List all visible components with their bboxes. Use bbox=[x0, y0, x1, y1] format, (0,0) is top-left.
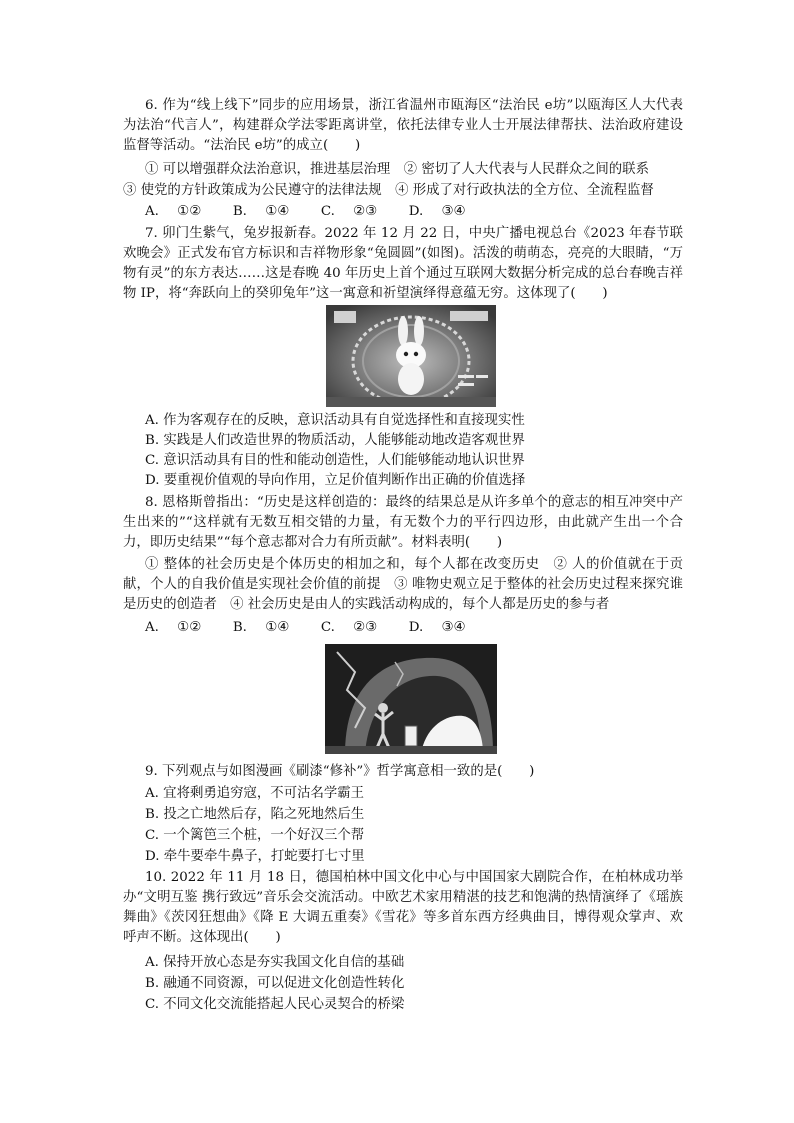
q9-option-d: D. 牵牛要牵牛鼻子，打蛇要打七寸里 bbox=[145, 849, 365, 864]
q7-option-a: A. 作为客观存在的反映，意识活动具有自觉选择性和直接现实性 bbox=[145, 413, 525, 428]
q8-statements: ① 整体的社会历史是个体历史的相加之和，每个人都在改变历史 ② 人的价值就在于贡献，个人的自我价值是实现社会价值的前提 ③ 唯物史观立足于整体的社会历史过程来探究谁是历史的创造者 ④ 社会历史是由人的实践活动构成的，每个人都是历史的参与者 bbox=[123, 557, 683, 612]
q9-option-b: B. 投之亡地然后存，陷之死地然后生 bbox=[145, 807, 365, 822]
q6-statement-3-4: ③ 使党的方针政策成为公民遵守的法律法规 ④ 形成了对行政执法的全方位、全流程监督 bbox=[123, 183, 654, 198]
q9-option-c: C. 一个篱笆三个桩，一个好汉三个帮 bbox=[145, 828, 365, 843]
rabbit-mascot-illustration bbox=[326, 305, 496, 407]
q10-option-b: B. 融通不同资源，可以促进文化创造性转化 bbox=[145, 976, 405, 991]
q10-option-c: C. 不同文化交流能搭起人民心灵契合的桥梁 bbox=[145, 997, 405, 1012]
q6-choices: A. ①② B. ①④ C. ②③ D. ③④ bbox=[145, 204, 466, 219]
q6-stem: 6. 作为“线上线下”同步的应用场景，浙江省温州市瓯海区“法治民 e坊”以瓯海区人大代表为法治“代言人”，构建群众学法零距离讲堂，依托法律专业人士开展法律帮扶、法治政府建设监督等活动。“法治民 e坊”的成立( ) bbox=[123, 98, 683, 153]
q8-stem: 8. 恩格斯曾指出：“历史是这样创造的：最终的结果总是从许多单个的意志的相互冲突中产生出来的”“这样就有无数互相交错的力量，有无数个力的平行四边形，由此就产生出一个合力，即历史结果”“每个意志都对合力有所贡献”。材料表明( ) bbox=[123, 495, 683, 550]
q9-option-a: A. 宜将剩勇追穷寇，不可沽名学霸王 bbox=[145, 786, 365, 801]
q7-option-c: C. 意识活动具有目的性和能动创造性，人们能够能动地认识世界 bbox=[145, 453, 525, 468]
q7-option-d: D. 要重视价值观的导向作用，立足价值判断作出正确的价值选择 bbox=[145, 473, 526, 488]
q9-stem: 9. 下列观点与如图漫画《刷漆“修补”》哲学寓意相一致的是( ) bbox=[145, 764, 535, 779]
q7-option-b: B. 实践是人们改造世界的物质活动，人能够能动地改造客观世界 bbox=[145, 433, 525, 448]
q8-choices: A. ①② B. ①④ C. ②③ D. ③④ bbox=[145, 620, 466, 635]
cartoon-paint-repair-illustration bbox=[325, 644, 497, 754]
q7-stem: 7. 卯门生紫气，兔岁报新春。2022 年 12 月 22 日，中央广播电视总台《2023 年春节联欢晚会》正式发布官方标识和吉祥物形象“兔圆圆”(如图)。活泼的萌萌态，亮亮的大眼睛，“万物有灵”的东方表达……这是春晚 40 年历史上首个通过互联网大数据分析完成的总台春晚吉祥物 IP，将“奔跃向上的癸卯兔年”这一寓意和祈望演绎得意蕴无穷。这体现了( ) bbox=[123, 226, 683, 301]
q10-option-a: A. 保持开放心态是夯实我国文化自信的基础 bbox=[145, 955, 405, 970]
q6-statement-1-2: ① 可以增强群众法治意识，推进基层治理 ② 密切了人大代表与人民群众之间的联系 bbox=[145, 162, 649, 177]
q10-stem: 10. 2022 年 11 月 18 日，德国柏林中国文化中心与中国国家大剧院合作，在柏林成功举办“文明互鉴 携行致远”音乐会交流活动。中欧艺术家用精湛的技艺和饱满的热情演绎了《瑶族舞曲》《茨冈狂想曲》《降 E 大调五重奏》《雪花》等多首东西方经典曲目，博得观众掌声、欢呼声不断。这体现出( ) bbox=[123, 870, 683, 945]
cartoon-paint-repair-image bbox=[325, 644, 497, 754]
rabbit-mascot-image bbox=[326, 305, 496, 407]
